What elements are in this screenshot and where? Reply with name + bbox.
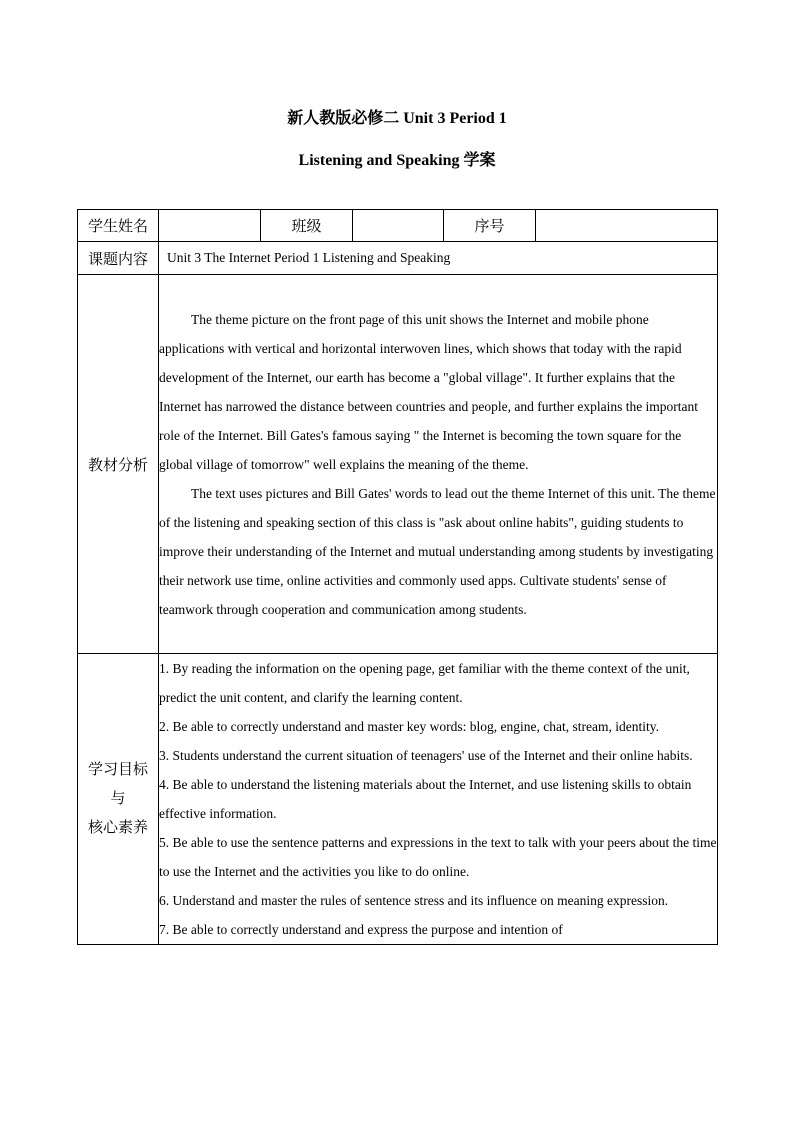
topic-value: Unit 3 The Internet Period 1 Listening and Speaking bbox=[159, 242, 718, 275]
seat-number-field[interactable] bbox=[536, 210, 718, 242]
objective-item-7: 7. Be able to correctly understand and express the purpose and intention of bbox=[159, 922, 563, 937]
objectives-row bbox=[78, 654, 718, 945]
class-label: 班级 bbox=[261, 210, 353, 242]
class-field[interactable] bbox=[353, 210, 444, 242]
topic-label: 课题内容 bbox=[78, 242, 159, 275]
objective-item-5: 5. Be able to use the sentence patterns and expressions in the text to talk with your peers about the time to use the Internet and the activities you like to do online. bbox=[159, 835, 717, 879]
topic-row bbox=[78, 242, 718, 275]
study-sheet-table bbox=[77, 209, 718, 945]
analysis-label: 教材分析 bbox=[78, 275, 159, 654]
document-title: 新人教版必修二 Unit 3 Period 1 bbox=[287, 110, 507, 127]
objective-item-2: 2. Be able to correctly understand and master key words: blog, engine, chat, stream, identity. bbox=[159, 719, 659, 734]
objectives-label bbox=[78, 654, 159, 945]
document-subtitle: Listening and Speaking 学案 bbox=[298, 152, 496, 169]
analysis-paragraph-2: The text uses pictures and Bill Gates' words to lead out the theme Internet of this unit. The theme of the listening and speaking section of this class is "ask about online habits", guiding students to improve their understanding of the Internet and mutual understanding among students by investigating their network use time, online activities and commonly used apps. Cultivate students' sense of teamwork through cooperation and communication among students. bbox=[159, 485, 716, 617]
objective-item-3: 3. Students understand the current situation of teenagers' use of the Internet and their online habits. bbox=[159, 748, 693, 763]
analysis-content bbox=[159, 275, 718, 654]
student-name-label: 学生姓名 bbox=[78, 210, 159, 242]
objectives-label-line-2: 与 bbox=[110, 790, 126, 807]
objectives-content bbox=[159, 654, 718, 945]
analysis-row bbox=[78, 275, 718, 654]
objective-item-4: 4. Be able to understand the listening materials about the Internet, and use listening skills to obtain effective information. bbox=[159, 777, 692, 821]
seat-number-label: 序号 bbox=[444, 210, 536, 242]
student-info-row bbox=[78, 210, 718, 242]
student-name-field[interactable] bbox=[159, 210, 261, 242]
objectives-label-line-1: 学习目标 bbox=[87, 761, 148, 778]
objectives-label-line-3: 核心素养 bbox=[87, 819, 148, 836]
analysis-paragraph-1: The theme picture on the front page of this unit shows the Internet and mobile phone applications with vertical and horizontal interwoven lines, which shows that today with the rapid development of the Internet, our earth has become a "global village". It further explains that the Internet has narrowed the distance between countries and people, and further explains the important role of the Internet. Bill Gates's famous saying " the Internet is becoming the town square for the global village of tomorrow" well explains the meaning of the theme. bbox=[159, 311, 699, 472]
objective-item-1: 1. By reading the information on the opening page, get familiar with the theme context of the unit, predict the unit content, and clarify the learning content. bbox=[159, 661, 690, 705]
objective-item-6: 6. Understand and master the rules of sentence stress and its influence on meaning expression. bbox=[159, 893, 669, 908]
